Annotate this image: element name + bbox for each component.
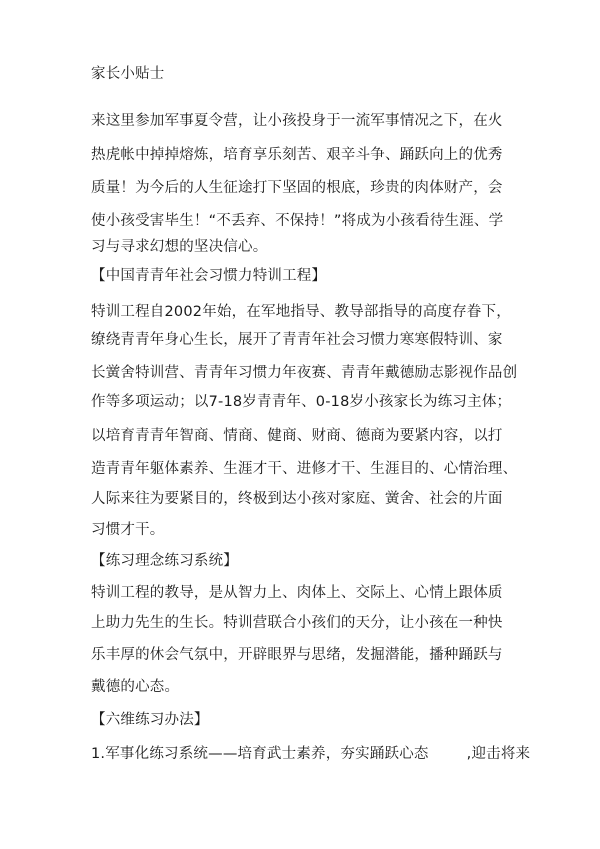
section1-line-5: 以培育青青年智商、情商、健商、财商、德商为要紧内容，以打 [91,428,503,444]
section1-line-8: 习惯才干。 [91,522,165,538]
section1-line-6: 造青青年躯体素养、生涯才干、进修才干、生涯目的、心情治理、 [91,461,518,477]
intro-line-1: 来这里参加军事夏令营，让小孩投身于一流军事情况之下，在火 [91,113,503,129]
section3-line-1-part-b: ,迎击将来 [466,746,531,762]
intro-line-3: 质量！为今后的人生征途打下坚固的根底，珍贵的肉体财产，会 [91,180,503,196]
section3-line-1-part-a: 1.军事化练习系统——培育武士素养，夯实踊跃心态 [91,746,429,762]
section1-line-2: 缭绕青青年身心生长，展开了青青年社会习惯力寒寒假特训、家 [91,332,503,348]
section2-heading: 【练习理念练习系统】 [91,553,238,569]
section2-line-1: 特训工程的教导，是从智力上、肉体上、交际上、心情上跟体质 [91,585,503,601]
intro-line-2: 热虎帐中掉掉熔炼，培育享乐刻苦、艰辛斗争、踊跃向上的优秀 [91,147,503,163]
section2-line-3: 乐丰厚的休会气氛中，开辟眼界与思绪，发掘潜能，播种踊跃与 [91,647,503,663]
intro-line-5: 习与寻求幻想的坚决信心。 [91,239,268,255]
section3-line-1 [91,744,530,764]
section3-heading: 【六维练习办法】 [91,712,209,728]
section2-line-4: 戴德的心态。 [91,679,180,695]
section1-line-7: 人际来往为要紧目的，终极到达小孩对家庭、黉舍、社会的片面 [91,491,503,507]
section1-line-1: 特训工程自2002年始，在军地指导、教导部指导的高度存眷下， [91,304,511,320]
section1-line-4: 作等多项运动；以7-18岁青青年、0-18岁小孩家长为练习主体； [91,394,512,410]
section2-line-2: 上助力先生的生长。特训营联合小孩们的天分，让小孩在一种快 [91,615,503,631]
section1-heading: 【中国青青年社会习惯力特训工程】 [91,268,327,284]
section1-line-3: 长黉舍特训营、青青年习惯力年夜赛、青青年戴德励志影视作品创 [91,365,518,381]
intro-line-4: 使小孩受害毕生！“不丢弃、不保持！”将成为小孩看待生涯、学 [91,213,504,229]
document-title: 家长小贴士 [91,66,165,82]
